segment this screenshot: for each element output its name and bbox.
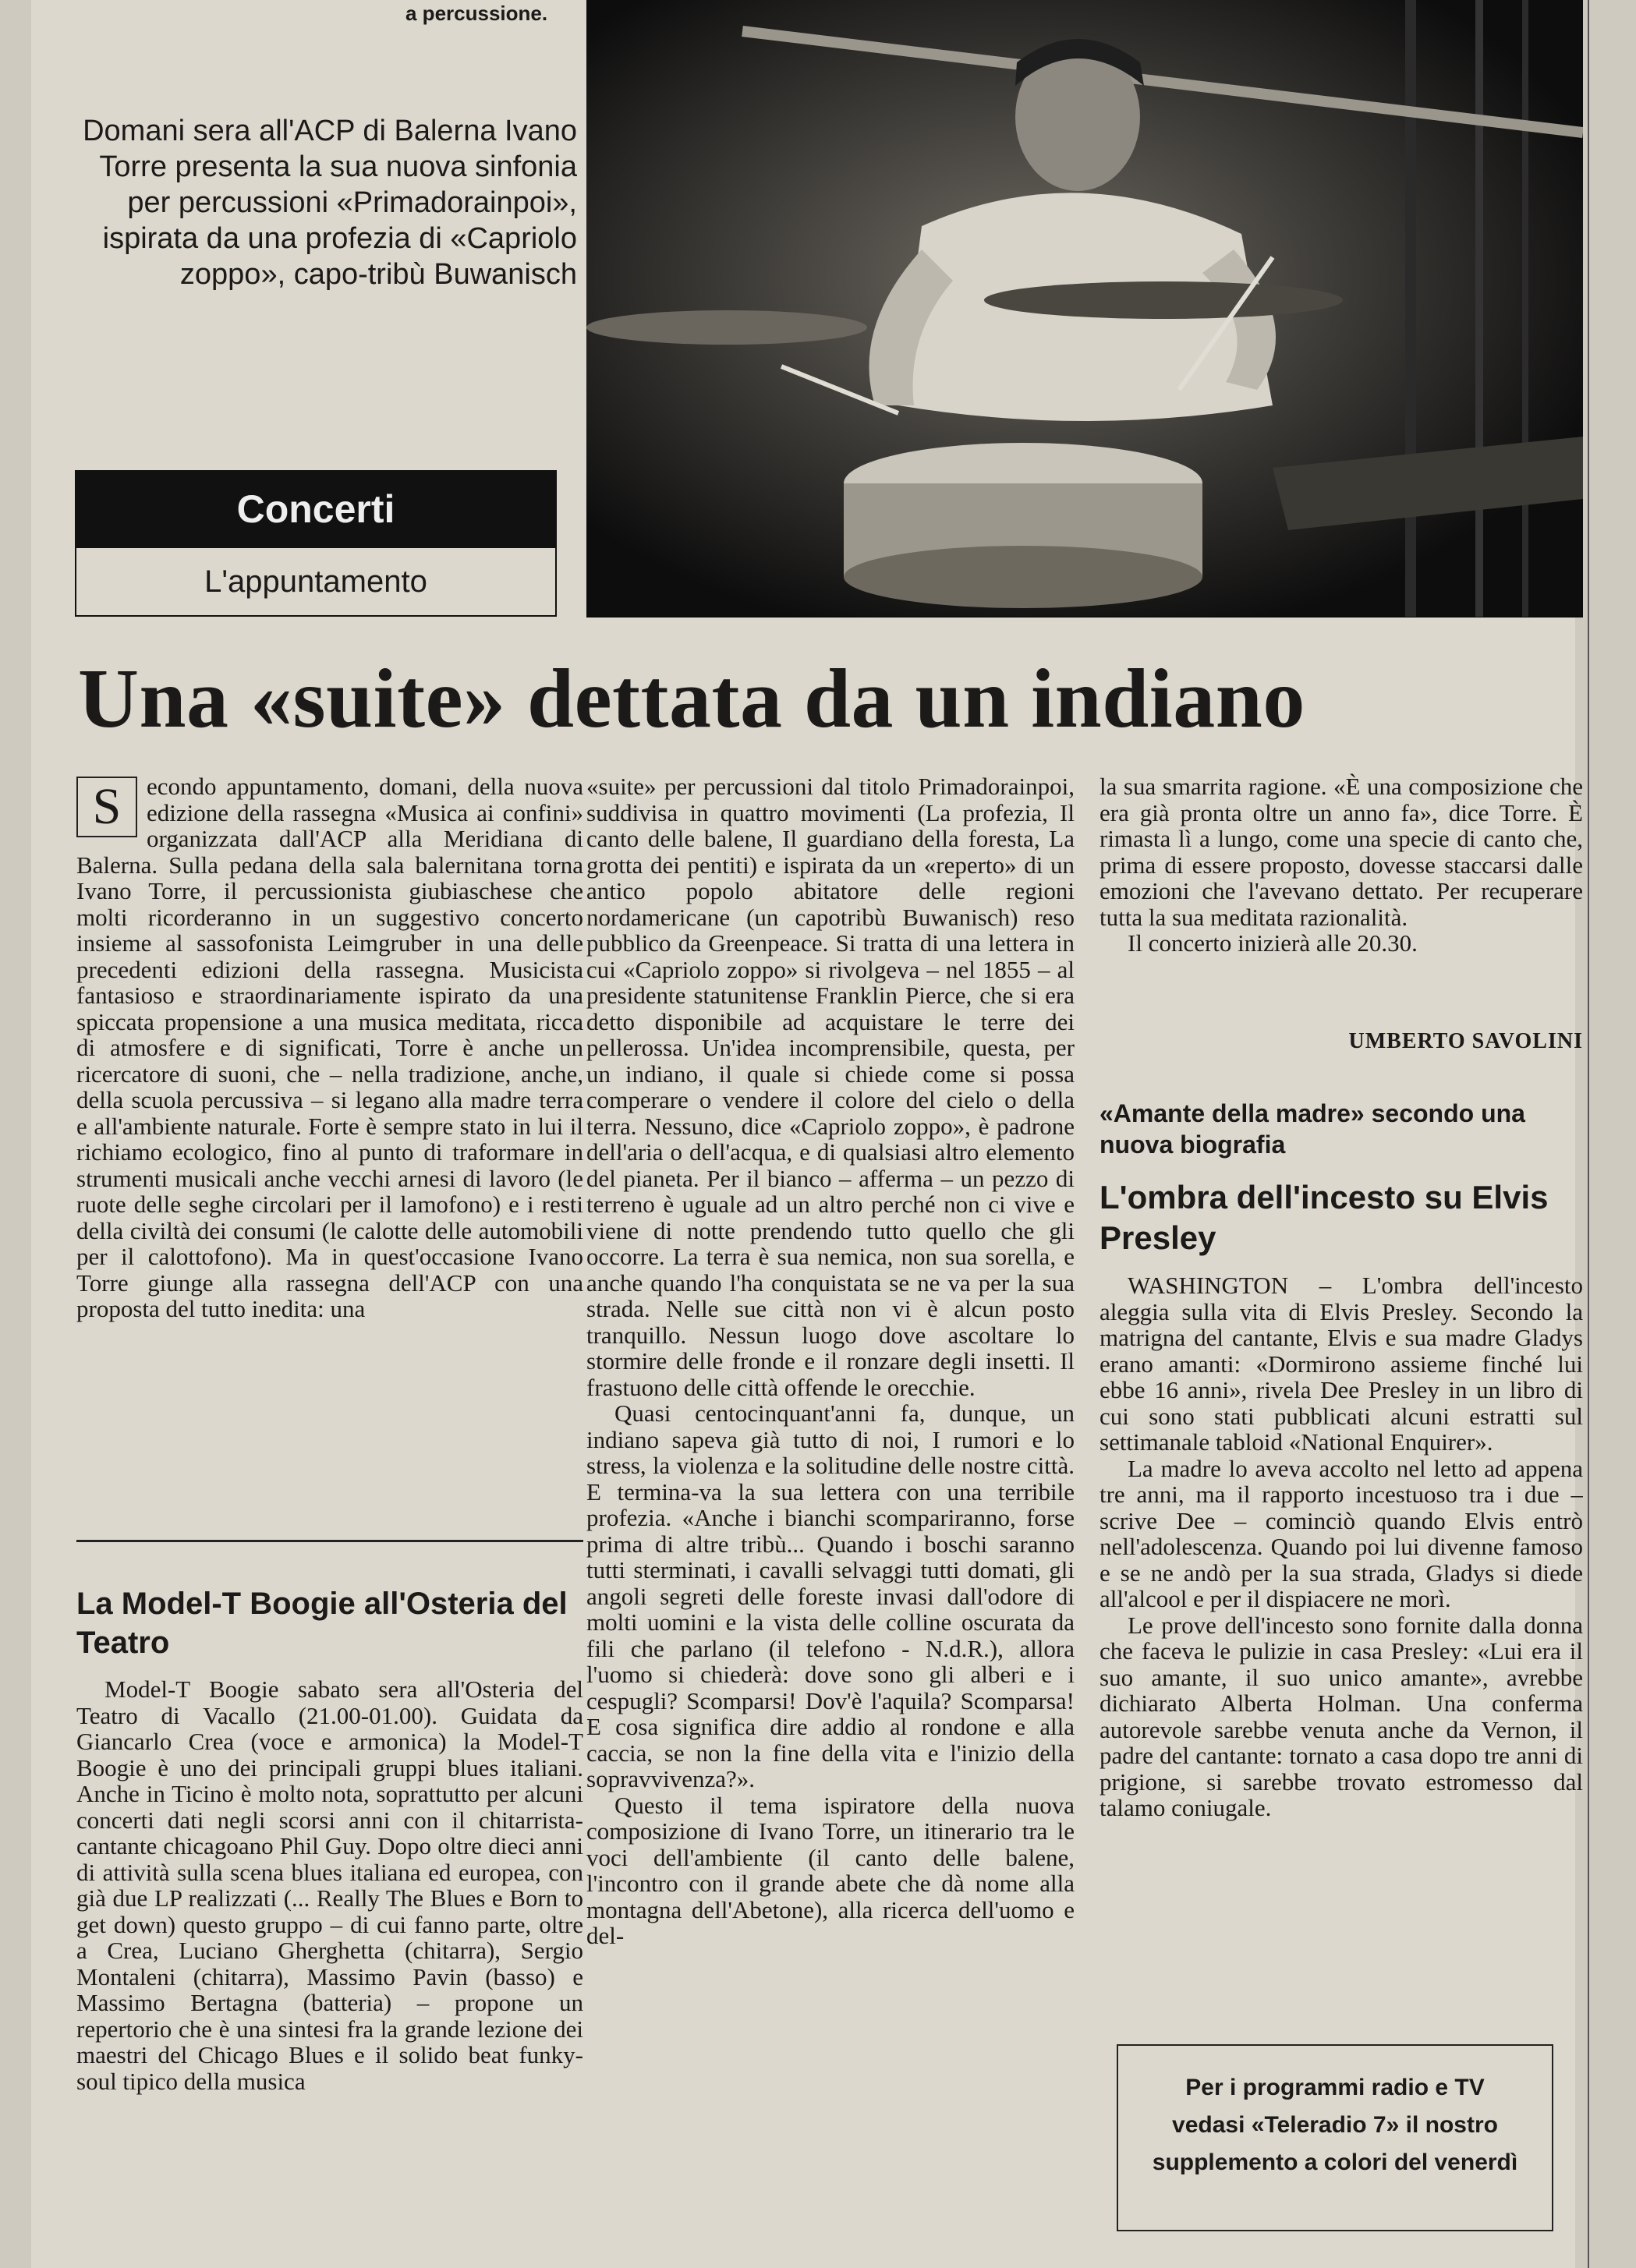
- modelt-body: [76, 1676, 583, 2268]
- top-caption: a percussione.: [405, 2, 548, 25]
- article-paragraph: Quasi centocinquant'anni fa, dunque, un indiano sapeva già tutto di noi, I rumori e lo stress, la violenza e la solitudine delle nostre città. E termina-va la sua lettera con una terribile profezia. «Anche i bianchi scompariranno, forse prima di altre tribù... Quando i boschi saranno tutti sterminati, i cavalli selvaggi tutti domati, gli angoli segreti delle foreste invasi dall'odore di molti uomini e la vista delle colline oscurata da fili che parlano (il telefono - N.d.R.), allora l'uomo si chiederà: dove sono gli alberi e i cespugli? Scomparsi! Dov'è l'aquila? Scomparsa! E cosa significa dire addio al rondone e alla caccia, se non la fine della vita e l'inizio della sopravvivenza?».: [586, 1399, 1075, 1792]
- article-paragraph: Questo il tema ispiratore della nuova composizione di Ivano Torre, un itinerario tra le voci dell'ambiente (il canto delle balene, l'incontro con il grande abete che dà nome alla montagna dell'Abetone), alla ricerca dell'uomo e del-: [586, 1791, 1075, 1949]
- newspaper-page: [31, 0, 1583, 2268]
- article-column-3: [1100, 773, 1583, 1031]
- article-column-2: [586, 773, 1075, 2268]
- rubric-box: [75, 470, 557, 617]
- drummer-photo: [586, 0, 1583, 617]
- modelt-paragraph: Model-T Boogie sabato sera all'Osteria del Teatro di Vacallo (21.00-01.00). Guidata da Giancarlo Crea (voce e armonica) la Model-T Boogie è uno dei principali gruppi blues italiani. Anche in Ticino è molto nota, soprattutto per alcuni concerti dati negli scorsi anni con il chitarrista-cantante chicagoano Phil Guy. Dopo oltre dieci anni di attività sulla scena blues italiana ed europea, con già due LP realizzati (... Really The Blues e Born to get down) questo gruppo – di cui fanno parte, oltre a Crea, Luciano Gherghetta (chitarra), Sergio Montaleni (chitarra), Massimo Pavin (basso) e Massimo Bertagna (batteria) – propone un repertorio che è una sintesi fra la grande lezione dei maestri del Chicago Blues e il solido beat funky-soul tipico della musica: [76, 1676, 583, 2095]
- section-divider: [76, 1540, 583, 1542]
- article-paragraph: Il concerto inizierà alle 20.30.: [1128, 929, 1418, 957]
- elvis-kicker: «Amante della madre» secondo una nuova biografia: [1100, 1099, 1525, 1159]
- drummer-illustration: [586, 0, 1583, 617]
- page-edge-divider: [1588, 0, 1589, 2268]
- elvis-body: [1100, 1272, 1583, 2001]
- elvis-paragraph: La madre lo aveva accolto nel letto ad appena tre anni, ma il rapporto incestuoso tra i due – scrive Dee – cominciò quando Elvis entrò nell'adolescenza. Quando poi lui divenne famoso e se ne andò per la sua strada, Gladys si diede all'alcool e per il dispiacere ne morì.: [1100, 1454, 1583, 1612]
- article-paragraph: econdo appuntamento, domani, della nuova edizione della rassegna «Musica ai confini» organizzata dall'ACP alla Meridiana di Balerna. Sulla pedana della sala balernitana torna Ivano Torre, il percussionista giubiaschese che molti ricorderanno in un suggestivo concerto insieme al sassofonista Leimgruber in una delle precedenti edizioni della rassegna. Musicista fantasioso e straordinariamente ispirato da una spiccata propensione a una musica meditata, ricca di atmosfere e di significati, Torre è anche un ricercatore di suoni, che – nella tradizione, anche, della scuola percussiva – si legano alla madre terra e all'ambiente naturale. Forte è sempre stato in lui il richiamo ecologico, fino al punto di traformare in strumenti musicali anche vecchi arnesi di lavoro (le ruote delle seghe circolari per il lamofono) e i resti della civiltà dei consumi (le calotte delle automobili per il calottofono). Ma in quest'occasione Ivano Torre giunge alla rassegna dell'ACP con una proposta del tutto inedita: una: [76, 773, 583, 1322]
- teleradio-notice: Per i programmi radio e TV vedasi «Teleradio 7» il nostro supplemento a colori del venerdì: [1117, 2044, 1553, 2231]
- elvis-title: L'ombra dell'incesto su Elvis Presley: [1100, 1179, 1549, 1256]
- elvis-paragraph: WASHINGTON – L'ombra dell'incesto aleggia sulla vita di Elvis Presley. Secondo la matrigna del cantante, Elvis e sua madre Gladys erano amanti: «Dormirono assieme finché lui ebbe 16 anni», rivela Dee Presley in un libro di cui sono stati pubblicati alcuni estratti sul settimanale tabloid «National Enquirer».: [1100, 1272, 1583, 1456]
- intro-caption: Domani sera all'ACP di Balerna Ivano Torre presenta la sua nuova sinfonia per percussioni «Primadorainpoi», ispirata da una profezia di «Capriolo zoppo», capo-tribù Buwanisch: [83, 115, 577, 291]
- dropcap: S: [76, 777, 137, 837]
- article-column-1: [76, 773, 583, 1514]
- rubric-subtitle: L'appuntamento: [75, 548, 557, 617]
- modelt-title: La Model-T Boogie all'Osteria del Teatro: [76, 1587, 568, 1660]
- headline: Una «suite» dettata da un indiano: [78, 653, 1305, 745]
- article-paragraph: la sua smarrita ragione. «È una composizione che era già pronta oltre un anno fa», dice Torre. È rimasta lì a lungo, come una specie di canto che, prima di essere proposto, dovesse staccarsi dalle emozioni che l'avevano dettato. Per recuperare tutta la sua meditata razionalità.: [1100, 773, 1583, 931]
- rubric-title: Concerti: [75, 470, 557, 548]
- author-byline: UMBERTO SAVOLINI: [1348, 1029, 1583, 1053]
- article-paragraph: «suite» per percussioni dal titolo Primadorainpoi, suddivisa in quattro movimenti (La profezia, Il canto delle balene, Il guardiano della foresta, La grotta dei pentiti) e ispirata da un «reperto» di un antico popolo abitatore delle regioni nordamericane (un capotribù Buwanisch) reso pubblico da Greenpeace. Si tratta di una lettera in cui «Capriolo zoppo» si rivolgeva – nel 1855 – al presidente statunitense Franklin Pierce, che si era detto disponibile ad acquistare le terre dei pellerossa. Un'idea incomprensibile, questa, per un indiano, il quale si chiede come si possa comperare o vendere il colore del cielo o della terra. Nessuno, dice «Capriolo zoppo», è padrone dell'aria o dell'acqua, e di qualsiasi altro elemento del pianeta. Per il bianco – afferma – un pezzo di terreno è uguale ad un altro perché non ci vive e viene di notte prendendo tutto quello che gli occorre. La terra è sua nemica, non sua sorella, e anche quando l'ha conquistata se ne va per la sua strada. Nelle sue città non vi è alcun posto tranquillo. Nessun luogo dove ascoltare lo stormire delle fronde e il ronzare degli insetti. Il frastuono delle città offende le orecchie.: [586, 773, 1075, 1401]
- elvis-paragraph: Le prove dell'incesto sono fornite dalla donna che faceva le pulizie in casa Presley: «Lui era il suo amante, il suo unico amante», avrebbe dichiarato Alberta Holman. Una conferma autorevole sarebbe venuta anche da Vernon, il padre del cantante: tornato a casa dopo tre anni di prigione, si sarebbe trovato estromesso dal talamo coniugale.: [1100, 1611, 1583, 1821]
